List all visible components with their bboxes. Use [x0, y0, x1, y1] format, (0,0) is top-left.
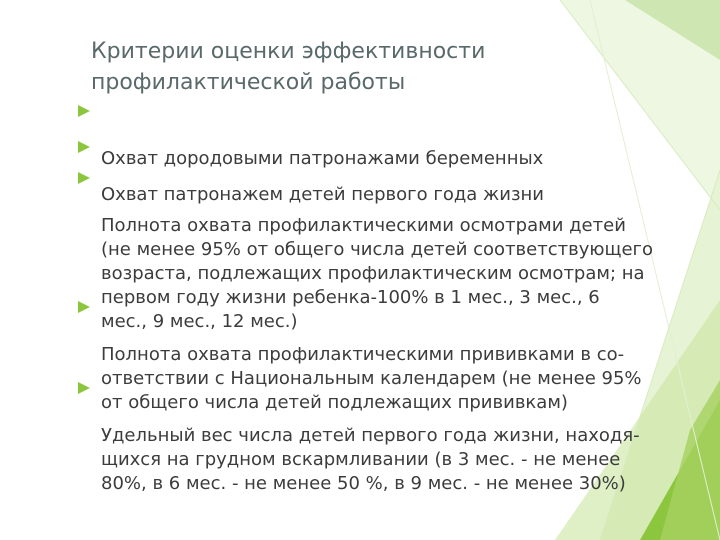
triangle-bullet-icon	[78, 382, 90, 394]
bullet-text: Охват дородовыми патронажами беременных	[101, 148, 544, 169]
slide-title: Критерии оценки эффективности профилактической работы	[91, 39, 486, 95]
bullet-text: Полнота охвата профилактическими прививками в со- ответствии с Национальным календарем (не менее 95% от общего числа детей подлежащих прививкам)	[101, 344, 642, 413]
bullet-text: Охват патронажем детей первого года жизни	[101, 184, 544, 205]
bullet-item	[101, 376, 701, 496]
bullet-text: Удельный вес числа детей первого года жизни, находя- щихся на грудном вскармливании (в 3 мес. - не менее 80%, в 6 мес. - не менее 50 %, в 9 мес. - не менее 30%)	[101, 425, 640, 494]
triangle-bullet-icon	[78, 141, 90, 153]
triangle-bullet-icon	[78, 172, 90, 184]
bullet-text: Полнота охвата профилактическими осмотрами детей (не менее 95% от общего числа детей соответствующего возраста, подлежащих профилактическим осмотрам; на первом году жизни ребенка-100% в 1 мес., 3 мес., 6 мес., 9 мес., 12 мес.)	[101, 215, 654, 332]
triangle-bullet-icon	[78, 301, 90, 313]
triangle-bullet-icon	[78, 105, 90, 117]
